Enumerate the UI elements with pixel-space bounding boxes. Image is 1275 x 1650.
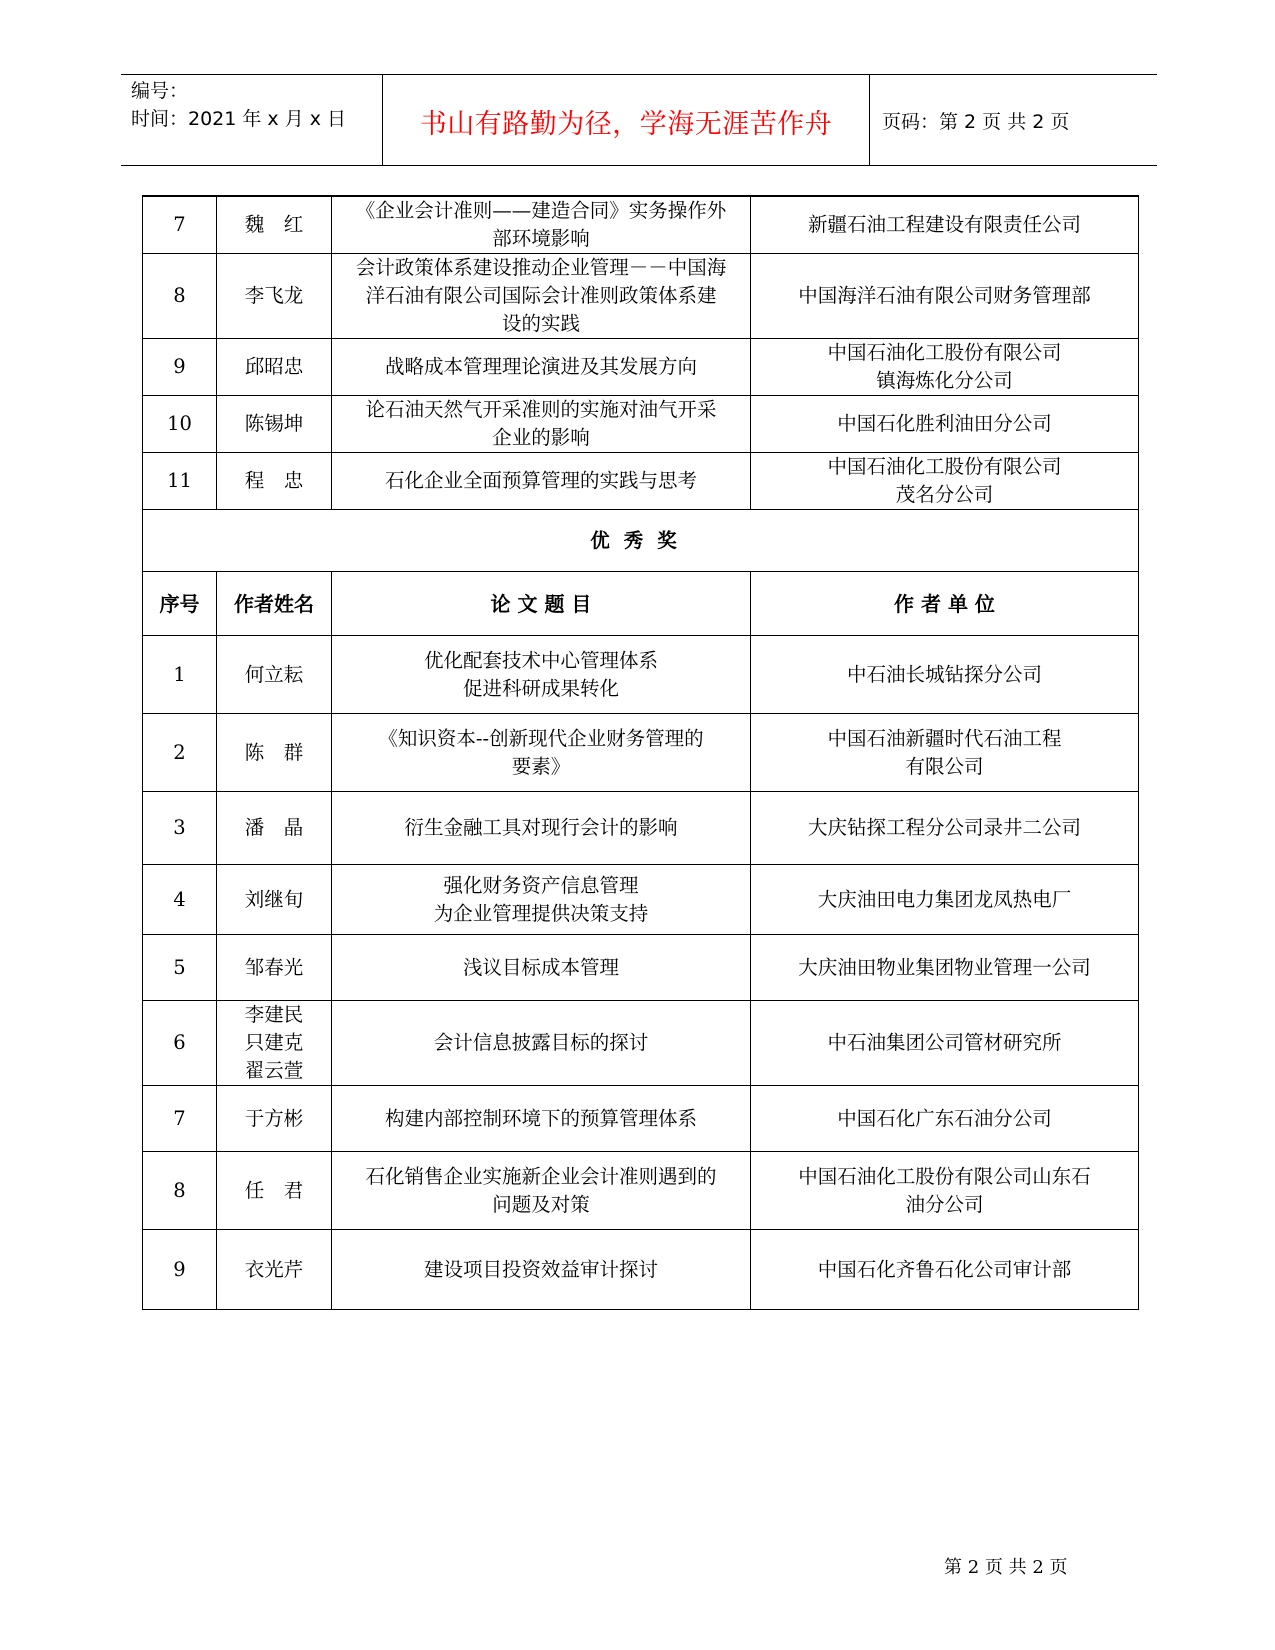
table-row [143, 1230, 1139, 1310]
cell-no: 7 [143, 1086, 217, 1152]
cell-no: 8 [143, 1152, 217, 1230]
column-header-row [143, 572, 1139, 636]
cell-author: 魏 红 [217, 196, 332, 254]
cell-line: 中国石化胜利油田分公司 [837, 412, 1052, 435]
cell-author-unit [751, 196, 1139, 254]
cell-paper-title [332, 396, 751, 453]
table-row [143, 339, 1139, 396]
table-row [143, 396, 1139, 453]
table-row [143, 714, 1139, 792]
cell-no: 3 [143, 792, 217, 865]
cell-line: 《企业会计准则——建造合同》实务操作外 [355, 199, 727, 222]
cell-no: 8 [143, 254, 217, 339]
cell-author-unit [751, 254, 1139, 339]
time-label: 时间：2021 年 x 月 x 日 [131, 108, 347, 130]
cell-author-unit [751, 339, 1139, 396]
cell-line: 中国石化齐鲁石化公司审计部 [817, 1257, 1072, 1281]
cell-author-unit [751, 714, 1139, 792]
document-header [121, 74, 1157, 166]
table-row [143, 1086, 1139, 1152]
cell-line: 镇海炼化分公司 [876, 369, 1013, 392]
page-footer: 第 2 页 共 2 页 [944, 1557, 1068, 1578]
cell-line: 石化销售企业实施新企业会计准则遇到的 [365, 1164, 717, 1188]
cell-line: 构建内部控制环境下的预算管理体系 [384, 1106, 697, 1130]
cell-no: 5 [143, 935, 217, 1001]
excellent-rows [143, 636, 1139, 1310]
cell-line: 大庆钻探工程分公司录井二公司 [807, 816, 1081, 839]
header-left-cell [121, 75, 383, 165]
table-row [143, 1001, 1139, 1086]
excellent-section [143, 510, 1139, 636]
cell-author: 李建民 只建克 翟云萱 [217, 1001, 332, 1086]
cell-author: 刘继旬 [217, 865, 332, 935]
cell-author: 潘 晶 [217, 792, 332, 865]
cell-author: 邹春光 [217, 935, 332, 1001]
cell-line: 战略成本管理理论演进及其发展方向 [384, 355, 697, 378]
cell-line: 设的实践 [501, 312, 580, 335]
cell-line: 衍生金融工具对现行会计的影响 [404, 816, 678, 839]
cell-author-unit [751, 1086, 1139, 1152]
cell-paper-title [332, 935, 751, 1001]
cell-line: 为企业管理提供决策支持 [433, 901, 649, 925]
table-row [143, 865, 1139, 935]
cell-paper-title [332, 1001, 751, 1086]
cell-paper-title [332, 453, 751, 510]
cell-line: 建设项目投资效益审计探讨 [423, 1257, 658, 1281]
cell-line: 中国石油化工股份有限公司 [827, 341, 1062, 364]
cell-line: 洋石油有限公司国际会计准则政策体系建 [365, 284, 717, 307]
top-rows [143, 196, 1139, 510]
cell-paper-title [332, 1230, 751, 1310]
cell-author-unit [751, 792, 1139, 865]
award-table [142, 195, 1139, 1310]
section-title-excellent: 优秀奖 [143, 510, 1139, 572]
cell-paper-title [332, 1152, 751, 1230]
table-row [143, 935, 1139, 1001]
cell-line: 中国石油化工股份有限公司山东石 [798, 1164, 1091, 1188]
cell-no: 10 [143, 396, 217, 453]
cell-no: 9 [143, 1230, 217, 1310]
cell-line: 浅议目标成本管理 [462, 955, 619, 979]
cell-line: 石化企业全面预算管理的实践与思考 [384, 469, 697, 492]
col-header-no: 序号 [143, 572, 217, 636]
cell-line: 问题及对策 [492, 1192, 590, 1216]
col-header-title: 论 文 题 目 [332, 572, 751, 636]
table-row [143, 196, 1139, 254]
cell-author: 李飞龙 [217, 254, 332, 339]
cell-no: 2 [143, 714, 217, 792]
cell-line: 会计信息披露目标的探讨 [433, 1031, 649, 1054]
cell-paper-title [332, 865, 751, 935]
cell-author-unit [751, 453, 1139, 510]
cell-paper-title [332, 792, 751, 865]
cell-line: 有限公司 [905, 754, 984, 778]
table-row [143, 792, 1139, 865]
cell-line: 中国石油新疆时代石油工程 [827, 726, 1062, 750]
cell-line: 中国石化广东石油分公司 [837, 1106, 1052, 1130]
cell-line: 大庆油田物业集团物业管理一公司 [798, 955, 1091, 979]
cell-author-unit [751, 935, 1139, 1001]
cell-line: 中石油长城钻探分公司 [846, 662, 1042, 686]
table-row [143, 636, 1139, 714]
page-label: 页码：第 2 页 共 2 页 [882, 110, 1070, 133]
table-row [143, 1152, 1139, 1230]
cell-no: 6 [143, 1001, 217, 1086]
cell-line: 茂名分公司 [895, 483, 994, 506]
cell-author-unit [751, 865, 1139, 935]
cell-author: 衣光芹 [217, 1230, 332, 1310]
cell-line: 要素》 [511, 754, 571, 778]
cell-no: 4 [143, 865, 217, 935]
cell-line: 中石油集团公司管材研究所 [827, 1031, 1062, 1054]
cell-no: 7 [143, 196, 217, 254]
cell-line: 会计政策体系建设推动企业管理－－中国海 [355, 256, 727, 279]
cell-author: 陈 群 [217, 714, 332, 792]
cell-line: 部环境影响 [492, 227, 590, 250]
cell-no: 9 [143, 339, 217, 396]
cell-line: 中国石油化工股份有限公司 [827, 455, 1062, 478]
cell-paper-title [332, 339, 751, 396]
motto: 书山有路勤为径，学海无涯苦作舟 [383, 75, 870, 165]
cell-author: 邱昭忠 [217, 339, 332, 396]
cell-author-unit [751, 396, 1139, 453]
cell-author: 程 忠 [217, 453, 332, 510]
table-row [143, 453, 1139, 510]
cell-author-unit [751, 1230, 1139, 1310]
cell-line: 强化财务资产信息管理 [443, 873, 639, 897]
cell-line: 《知识资本--创新现代企业财务管理的 [378, 726, 704, 750]
cell-line: 新疆石油工程建设有限责任公司 [807, 213, 1081, 236]
cell-line: 企业的影响 [492, 426, 590, 449]
cell-no: 1 [143, 636, 217, 714]
cell-author-unit [751, 636, 1139, 714]
cell-paper-title [332, 636, 751, 714]
col-header-name: 作者姓名 [217, 572, 332, 636]
cell-line: 中国海洋石油有限公司财务管理部 [798, 284, 1091, 307]
cell-author: 于方彬 [217, 1086, 332, 1152]
cell-line: 促进科研成果转化 [462, 676, 619, 700]
cell-paper-title [332, 714, 751, 792]
cell-author-unit [751, 1001, 1139, 1086]
cell-paper-title [332, 1086, 751, 1152]
cell-line: 优化配套技术中心管理体系 [423, 648, 658, 672]
cell-no: 11 [143, 453, 217, 510]
col-header-unit: 作 者 单 位 [751, 572, 1139, 636]
cell-line: 论石油天然气开采准则的实施对油气开采 [365, 398, 717, 421]
number-label: 编号： [131, 80, 189, 102]
cell-paper-title [332, 254, 751, 339]
cell-line: 油分公司 [905, 1192, 984, 1216]
cell-author-unit [751, 1152, 1139, 1230]
cell-paper-title [332, 196, 751, 254]
cell-author: 何立耘 [217, 636, 332, 714]
cell-author: 任 君 [217, 1152, 332, 1230]
cell-author: 陈锡坤 [217, 396, 332, 453]
cell-line: 大庆油田电力集团龙凤热电厂 [817, 887, 1072, 911]
table-row [143, 254, 1139, 339]
